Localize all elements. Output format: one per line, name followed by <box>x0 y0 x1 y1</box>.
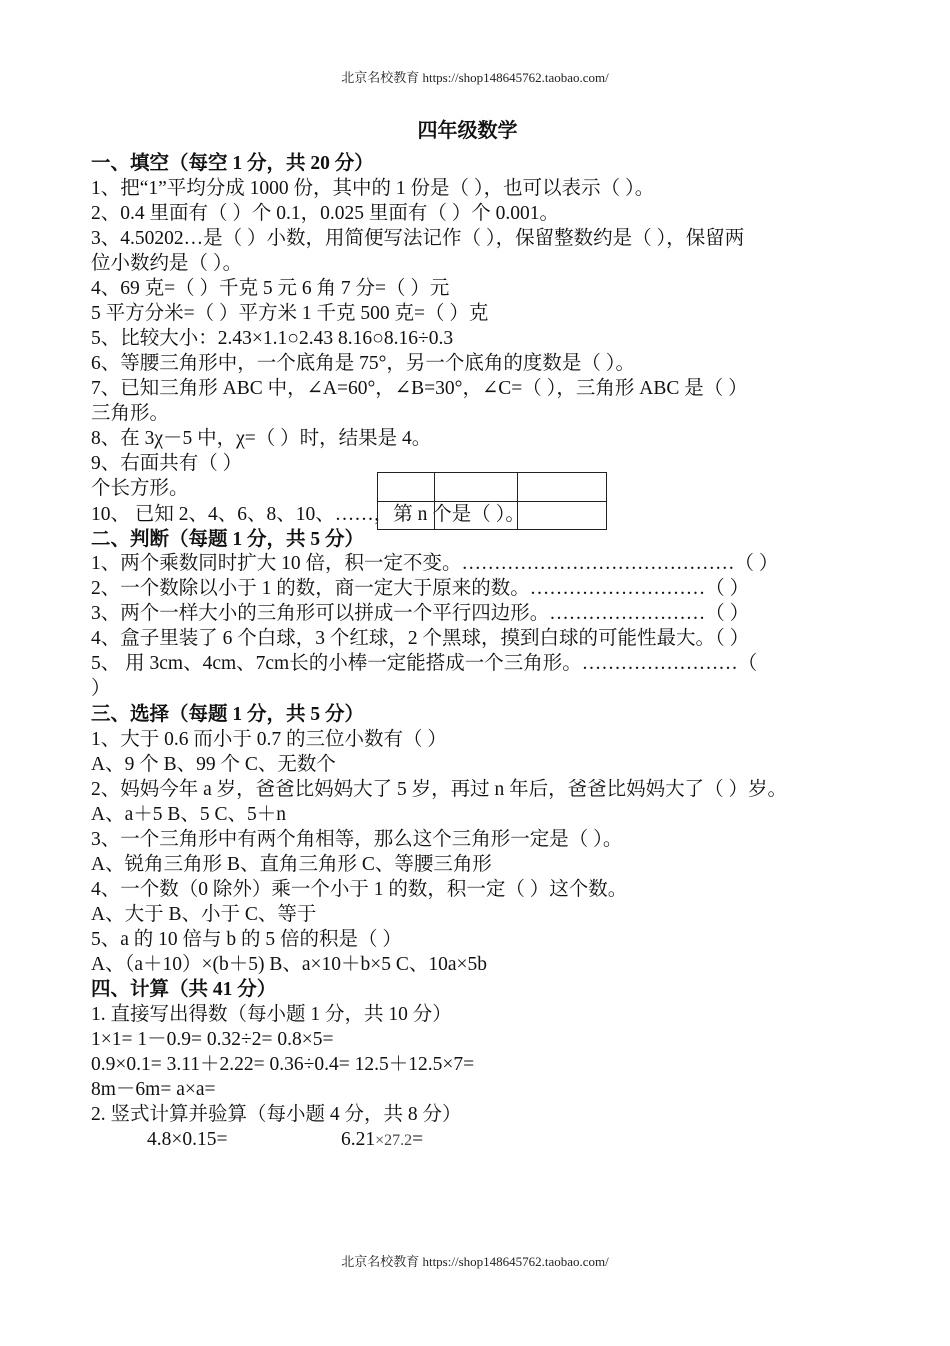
vertical-calc-2-number: 6.21 <box>341 1129 376 1150</box>
question-3-2-options: A、a＋5 B、5 C、5＋n <box>91 804 287 825</box>
question-1-2: 2、0.4 里面有（ ）个 0.1，0.025 里面有（ ）个 0.001。 <box>91 203 560 224</box>
section-heading-calculation: 四、计算（共 41 分） <box>91 979 277 1000</box>
section-heading-multiple-choice: 三、选择（每题 1 分，共 5 分） <box>91 704 365 725</box>
question-1-5: 5、比较大小：2.43×1.1○2.43 8.16○8.16÷0.3 <box>91 328 454 349</box>
question-1-10: 10、 已知 2、4、6、8、10、……，第 n 个是（ ）。 <box>91 504 525 525</box>
question-3-2: 2、妈妈今年 a 岁，爸爸比妈妈大了 5 岁，再过 n 年后，爸爸比妈妈大了（ ）岁。 <box>91 779 788 800</box>
question-3-5: 5、a 的 10 倍与 b 的 5 倍的积是（ ） <box>91 929 402 950</box>
question-1-8: 8、在 3χ－5 中，χ=（ ）时，结果是 4。 <box>91 428 432 449</box>
question-1-1: 1、把“1”平均分成 1000 份，其中的 1 份是（ ），也可以表示（ ）。 <box>91 178 655 199</box>
page-title: 四年级数学 <box>417 120 518 142</box>
rectangle-count-figure <box>377 472 607 530</box>
vertical-calc-1: 4.8×0.15= <box>147 1129 228 1150</box>
calc-row-2: 0.9×0.1= 3.11＋2.22= 0.36÷0.4= 12.5＋12.5×7= <box>91 1054 475 1075</box>
vertical-calc-2-multiplier: ×27.2 <box>375 1132 413 1149</box>
question-3-5-options: A、（a＋10）×(b＋5) B、a×10＋b×5 C、10a×5b <box>91 954 488 975</box>
figure-divider-horizontal <box>378 501 606 502</box>
question-2-2: 2、一个数除以小于 1 的数，商一定大于原来的数。………………………（ ） <box>91 578 750 599</box>
calc-row-3: 8m－6m= a×a= <box>91 1079 216 1100</box>
page-footer: 北京名校教育 https://shop148645762.taobao.com/ <box>341 1254 609 1269</box>
calc-part-2-heading: 2. 竖式计算并验算（每小题 4 分，共 8 分） <box>91 1104 462 1125</box>
question-3-3-options: A、锐角三角形 B、直角三角形 C、等腰三角形 <box>91 854 492 875</box>
calc-part-1-heading: 1. 直接写出得数（每小题 1 分，共 10 分） <box>91 1004 452 1025</box>
question-1-4-line-a: 4、69 克=（ ）千克 5 元 6 角 7 分=（ ）元 <box>91 278 450 299</box>
question-2-3: 3、两个一样大小的三角形可以拼成一个平行四边形。……………………（ ） <box>91 603 750 624</box>
question-2-5-line-b: ） <box>91 678 111 699</box>
question-1-9-line-a: 9、右面共有（ ） <box>91 453 243 474</box>
question-1-7-line-a: 7、已知三角形 ABC 中，∠A=60°，∠B=30°，∠C=（ ），三角形 ABC 是（ ） <box>91 378 748 399</box>
question-3-1-options: A、9 个 B、99 个 C、无数个 <box>91 754 336 775</box>
vertical-calc-2 <box>341 1128 423 1153</box>
page-header: 北京名校教育 https://shop148645762.taobao.com/ <box>341 70 609 85</box>
section-heading-true-false: 二、判断（每题 1 分，共 5 分） <box>91 529 365 550</box>
calc-row-1: 1×1= 1－0.9= 0.32÷2= 0.8×5= <box>91 1029 334 1050</box>
question-1-6: 6、等腰三角形中，一个底角是 75°，另一个底角的度数是（ ）。 <box>91 353 636 374</box>
question-3-4-options: A、大于 B、小于 C、等于 <box>91 904 317 925</box>
question-3-3: 3、一个三角形中有两个角相等，那么这个三角形一定是（ ）。 <box>91 829 623 850</box>
question-1-9-line-b: 个长方形。 <box>91 478 189 499</box>
question-1-7-line-b: 三角形。 <box>91 403 170 424</box>
section-heading-fill-blank: 一、填空（每空 1 分，共 20 分） <box>91 153 374 174</box>
question-1-3-line-b: 位小数约是（ ）。 <box>91 253 243 274</box>
question-2-4: 4、盒子里装了 6 个白球，3 个红球，2 个黑球，摸到白球的可能性最大。（ ） <box>91 628 750 649</box>
question-1-4-line-b: 5 平方分米=（ ）平方米 1 千克 500 克=（ ）克 <box>91 303 489 324</box>
question-2-1: 1、两个乘数同时扩大 10 倍，积一定不变。……………………………………（ ） <box>91 553 779 574</box>
question-1-3-line-a: 3、4.50202…是（ ）小数，用简便写法记作（ ），保留整数约是（ ），保留两 <box>91 228 745 249</box>
vertical-calc-2-equals: = <box>412 1129 424 1150</box>
question-3-1: 1、大于 0.6 而小于 0.7 的三位小数有（ ） <box>91 729 447 750</box>
question-2-5-line-a: 5、 用 3cm、4cm、7cm长的小棒一定能搭成一个三角形。……………………（ <box>91 653 758 674</box>
question-3-4: 4、一个数（0 除外）乘一个小于 1 的数，积一定（ ）这个数。 <box>91 879 628 900</box>
